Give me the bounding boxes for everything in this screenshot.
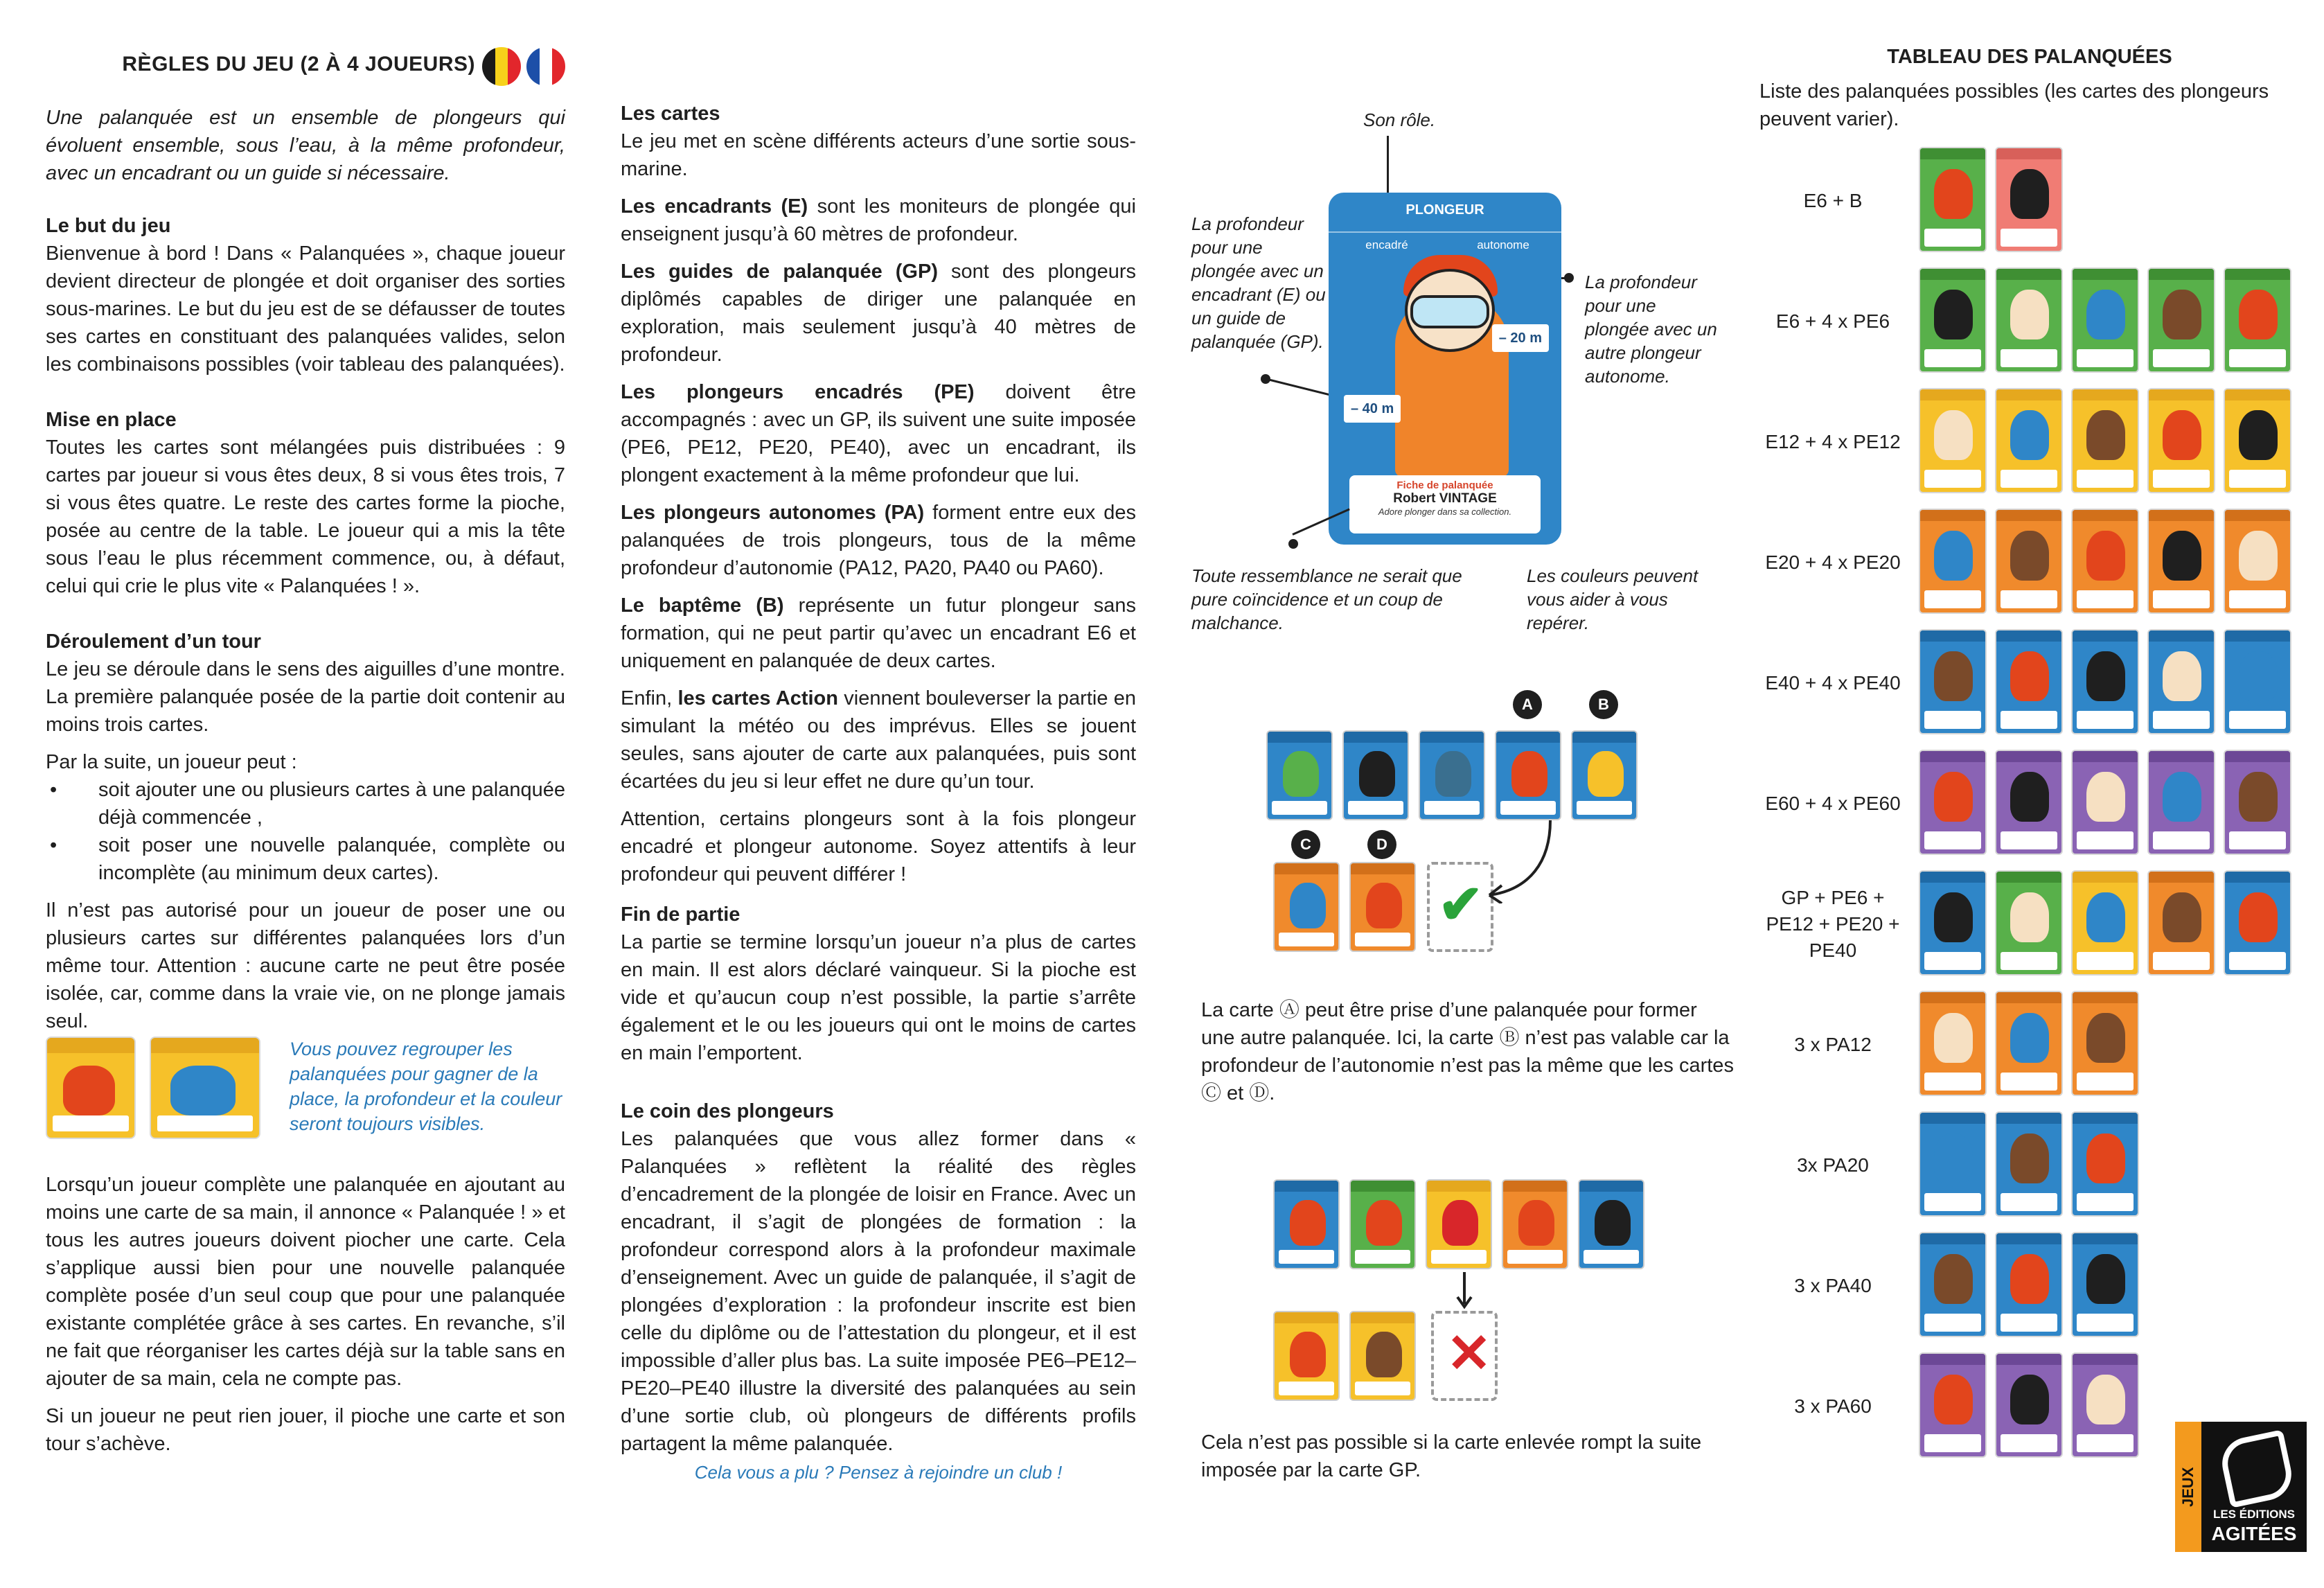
intro-text: Une palanquée est un ensemble de plongeurs qui évoluent ensemble, sous l’eau, à la même profondeur, avec un encadrant ou un guide si nécessaire. — [46, 107, 565, 184]
regroup-example — [46, 1036, 565, 1147]
row-label: E60 + 4 x PE60 — [1765, 793, 1901, 814]
section-after — [46, 1171, 565, 1458]
move-arrow-icon — [1474, 813, 1564, 903]
section-but — [46, 212, 565, 378]
card-image — [1578, 1179, 1644, 1269]
card-b — [1571, 730, 1638, 820]
card-image — [1349, 1179, 1416, 1269]
letter-a-badge: A — [1513, 690, 1542, 719]
card-a — [1495, 730, 1561, 820]
paragraph-bapteme — [621, 592, 1136, 675]
paragraph: Toutes les cartes sont mélangées puis distribuées : 9 cartes par joueur si vous êtes deux, 8 si vous êtes trois, 7 si vous êtes quatre. Le reste des cartes forme la pioche, posée au centre de la table. Le joueur qui a mis la tête sous l’eau le plus récemment commence, ou, à défaut, celui qui crie le plus vite « Palanquées ! ». — [46, 436, 565, 597]
paragraph-attention: Attention, certains plongeurs sont à la fois plongeur encadré et plongeur autonome. Soyez attentifs à leur profondeur qui peuvent différer ! — [621, 808, 1136, 885]
letter-d-badge: D — [1367, 830, 1396, 859]
bullet-list — [46, 776, 565, 887]
table-row — [1759, 870, 2307, 978]
colors-note: Les couleurs peuvent vous aider à vous repérer. — [1527, 565, 1698, 633]
logo-figure-icon — [2217, 1429, 2296, 1508]
section-mise — [46, 406, 565, 600]
diver-card-blue — [1919, 1232, 1987, 1337]
table-row — [1759, 1111, 2307, 1219]
term: les cartes Action — [677, 687, 838, 709]
letter-c-badge: C — [1291, 830, 1320, 859]
example-2-text: Cela n’est pas possible si la carte enlevée rompt la suite imposée par la carte GP. — [1201, 1431, 1702, 1481]
paragraph: La partie se termine lorsqu’un joueur n’a plus de cartes en main. Il est alors déclaré vainqueur. Si la pioche est vide et qu’aucun coup n’est possible, la partie s’arrête également et le ou les joueurs qui ont le moins de cartes en main l’emportent. — [621, 931, 1136, 1064]
table-row — [1759, 267, 2307, 376]
section-fin — [621, 901, 1136, 1067]
diver-card-yellow — [2147, 388, 2215, 493]
page-title: RÈGLES DU JEU (2 À 4 JOUEURS) — [122, 53, 475, 76]
row-label: 3 x PA12 — [1794, 1034, 1872, 1055]
row-label: 3x PA20 — [1797, 1154, 1869, 1176]
example-1-illustration — [1266, 696, 1682, 938]
title-row — [46, 43, 565, 91]
section-heading: Les cartes — [621, 103, 720, 125]
row-label: E6 + 4 x PE6 — [1775, 310, 1890, 332]
club-invitation: Cela vous a plu ? Pensez à rejoindre un club ! — [694, 1462, 1063, 1483]
palanquees-table — [1759, 0, 2307, 1588]
cross-icon: ✕ — [1446, 1323, 1492, 1384]
diver-card-yellow — [2224, 388, 2291, 493]
section-heading: Déroulement d’un tour — [46, 630, 261, 653]
diver-card-blue — [1995, 1111, 2063, 1217]
diver-card-orange — [1919, 509, 1987, 614]
list-item: • soit poser une nouvelle palanquée, complète ou incomplète (au minimum deux cartes). — [46, 831, 565, 887]
diver-card-purple — [1919, 750, 1987, 855]
belgium-flag-icon — [482, 47, 521, 86]
section-heading: Le coin des plongeurs — [621, 1100, 834, 1122]
paragraph: Bienvenue à bord ! Dans « Palanquées », chaque joueur devient directeur de plongée et doit organiser des sorties sous-marines. Le but du jeu est de se défausser de toutes ses cartes en constituant des palanquées valides, selon les combinaisons possibles (voir tableau des palanquées). — [46, 242, 565, 376]
table-row — [1759, 147, 2307, 255]
row-label: E12 + 4 x PE12 — [1765, 431, 1901, 452]
card-image — [1273, 1311, 1340, 1401]
table-row — [1759, 388, 2307, 496]
leader-dot — [1288, 539, 1298, 549]
card-image — [1273, 1179, 1340, 1269]
diver-name: Robert VINTAGE — [1393, 491, 1497, 506]
paragraph-action — [621, 685, 1136, 795]
depth-autonome-annotation: La profondeur pour une plongée avec un autre plongeur autonome. — [1585, 272, 1717, 387]
paragraph-encadrants — [621, 193, 1136, 248]
paragraph: Lorsqu’un joueur complète une palanquée en ajoutant au moins une carte de sa main, il annonce « Palanquée ! » et tous les autres joueurs doivent piocher une carte. Cela s’applique aussi bien pour une nouvelle palanquée complète posée d’un seul coup que pour une palanquée existante complétée grâce à ses cartes. En revanche, s’il ne fait que réorganiser les cartes déjà sur la table sans en ajouter de sa main, cela ne compte pas. — [46, 1174, 565, 1390]
row-label: E6 + B — [1803, 190, 1863, 211]
depth-encadre: – 40 m — [1344, 395, 1401, 423]
diver-card-blue — [1919, 629, 1987, 734]
diver-card-orange — [1995, 509, 2063, 614]
grouped-cards-illustration — [46, 1036, 260, 1139]
card-image — [1426, 1179, 1492, 1269]
term: Les encadrants (E) — [621, 195, 808, 218]
publisher-logo — [2175, 1422, 2307, 1552]
card-tabs — [1329, 231, 1561, 256]
diver-card-purple — [2224, 750, 2291, 855]
table-intro: Liste des palanquées possibles (les cartes des plongeurs peuvent varier). — [1759, 80, 2269, 130]
term: Le baptême (B) — [621, 594, 784, 617]
card-role: PLONGEUR — [1405, 202, 1484, 218]
diver-card-yellow — [2071, 388, 2139, 493]
definition: sont les moniteurs de plongée qui enseignent jusqu’à 60 mètres de profondeur. — [621, 195, 1136, 245]
definition: forment entre eux des palanquées de trois plongeurs, tous de la même profondeur d’autonomie (PA12, PA20, PA40 ou PA60). — [621, 502, 1136, 579]
section-heading: Fin de partie — [621, 903, 740, 926]
diver-card-yellow — [1995, 388, 2063, 493]
diver-card-green — [1995, 870, 2063, 976]
france-flag-icon — [526, 47, 565, 86]
definition: viennent bouleverser la partie en simulant la météo ou des imprévus. Elles se jouent seules, sans ajouter de carte aux palanquées, puis sont écartées du jeu si leur effet ne dure qu’un tour. — [621, 687, 1137, 793]
table-row — [1759, 509, 2307, 617]
paragraph-guides — [621, 258, 1136, 369]
diver-card-purple — [1919, 1352, 1987, 1458]
logo-side-label: JEUX — [2175, 1422, 2201, 1552]
diver-card-purple — [2071, 750, 2139, 855]
diver-card-blue — [1995, 1232, 2063, 1337]
diver-card-orange — [2071, 509, 2139, 614]
diver-card-orange — [1919, 991, 1987, 1096]
card-image — [46, 1036, 136, 1139]
definition: représente un futur plongeur sans formation, qui ne peut partir qu’avec un encadrant E6 et uniquement en palanquée de deux cartes. — [621, 594, 1136, 672]
logo-line-2: AGITÉES — [2211, 1523, 2297, 1544]
card-image — [1266, 730, 1333, 820]
diver-card-blue — [1995, 629, 2063, 734]
row-label: 3 x PA60 — [1794, 1395, 1872, 1417]
diver-card-purple — [1995, 1352, 2063, 1458]
card-image — [1342, 730, 1409, 820]
section-tour — [46, 628, 565, 1035]
check-icon: ✔ — [1438, 874, 1484, 935]
diver-card-blue — [2224, 629, 2291, 734]
term: Les guides de palanquée (GP) — [621, 261, 938, 283]
diver-card-orange — [2147, 509, 2215, 614]
diver-tagline: Adore plonger dans sa collection. — [1378, 506, 1512, 517]
diver-card-green — [1919, 267, 1987, 373]
card-explanation-column — [1191, 0, 1732, 1588]
section-cartes — [621, 100, 1136, 888]
paragraph: Par la suite, un joueur peut : — [46, 751, 297, 773]
down-arrow-icon — [1455, 1272, 1475, 1314]
paragraph: Il n’est pas autorisé pour un joueur de poser une ou plusieurs cartes sur différentes palanquées lors d’un même tour. Attention : aucune carte ne peut être posée isolée, car, comme dans la vraie vie, on ne plonge jamais seul. — [46, 899, 565, 1032]
role-annotation: Son rôle. — [1363, 109, 1436, 130]
row-label: GP + PE6 + PE12 + PE20 + PE40 — [1766, 887, 1900, 961]
paragraph-encadres — [621, 378, 1136, 489]
section-heading: Mise en place — [46, 409, 177, 431]
tab-autonome: autonome — [1445, 231, 1561, 256]
letter-b-badge: B — [1589, 690, 1618, 719]
depth-encadre-annotation: La profondeur pour une plongée avec un encadrant (E) ou un guide de palanquée (GP). — [1191, 213, 1326, 352]
paragraph: Le jeu se déroule dans le sens des aiguilles d’une montre. La première palanquée posée de la partie doit contenir au moins trois cartes. — [46, 658, 565, 736]
example-2-illustration — [1273, 1179, 1689, 1408]
diver-card-blue — [1919, 870, 1987, 976]
fiche-label: Fiche de palanquée — [1396, 479, 1493, 491]
fiche-de-palanquee — [1349, 475, 1541, 533]
table-row — [1759, 750, 2307, 858]
diver-card-blue — [2224, 870, 2291, 976]
text: Enfin, — [621, 687, 678, 709]
diver-card-purple — [1995, 750, 2063, 855]
paragraph: Si un joueur ne peut rien jouer, il pioche une carte et son tour s’achève. — [46, 1405, 565, 1455]
tab-encadre: encadré — [1329, 231, 1445, 256]
definition: doivent être accompagnés : avec un GP, ils suivent une suite imposée (PE6, PE12, PE20, PE40), avec un encadrant, ils plongent exactement à la même profondeur que lui. — [621, 381, 1137, 486]
paragraph-autonomes — [621, 499, 1136, 582]
diver-card-orange — [1995, 991, 2063, 1096]
row-label: E40 + 4 x PE40 — [1765, 672, 1901, 694]
diver-card-blue — [2071, 1111, 2139, 1217]
paragraph: Le jeu met en scène différents acteurs d’une sortie sous-marine. — [621, 130, 1136, 180]
diver-card-example — [1329, 193, 1561, 545]
definition: sont des plongeurs diplômés capables de diriger une palanquée en exploration, mais seulement jusqu’à 40 mètres de profondeur. — [621, 261, 1136, 366]
card-c — [1273, 862, 1340, 952]
diver-card-green — [1919, 147, 1987, 252]
diver-card-purple — [2147, 750, 2215, 855]
depth-autonome: – 20 m — [1492, 324, 1549, 352]
diver-card-orange — [2147, 870, 2215, 976]
resemblance-note: Toute ressemblance ne serait que pure coïncidence et un coup de malchance. — [1191, 565, 1462, 633]
table-row — [1759, 629, 2307, 737]
diver-card-orange — [2071, 991, 2139, 1096]
table-title: TABLEAU DES PALANQUÉES — [1887, 46, 2172, 68]
diver-card-yellow — [2071, 870, 2139, 976]
card-image — [150, 1036, 260, 1139]
regroup-caption: Vous pouvez regrouper les palanquées pour gagner de la place, la profondeur et la couleur seront toujours visibles. — [290, 1039, 562, 1134]
term: Les plongeurs encadrés (PE) — [621, 381, 975, 403]
table-row — [1759, 991, 2307, 1099]
card-image — [1419, 730, 1485, 820]
table-row — [1759, 1232, 2307, 1340]
card-image — [1349, 1311, 1416, 1401]
card-d — [1349, 862, 1416, 952]
diver-card-green — [2147, 267, 2215, 373]
row-label: 3 x PA40 — [1794, 1275, 1872, 1296]
paragraph: Les palanquées que vous allez former dans « Palanquées » reflètent la réalité des règles d’encadrement de la plongée de loisir en France. Avec un encadrant, il s’agit de plongées de formation : la profondeur correspond alors à la profondeur maximale d’enseignement. Avec un guide de palanquée, il s’agit de plongées d’exploration : la profondeur inscrite est bien celle du diplôme ou de l’attestation du plongeur, et il est impossible d’aller plus bas. La suite imposée PE6–PE12–PE20–PE40 illustre la diversité des palanquées au sein d’une sortie club, où plongeurs de différents profils partagent la même palanquée. — [621, 1128, 1136, 1455]
diver-card-blue — [2071, 629, 2139, 734]
section-heading: Le but du jeu — [46, 215, 171, 237]
term: Les plongeurs autonomes (PA) — [621, 502, 925, 524]
diver-card-pink — [1995, 147, 2063, 252]
diver-card-purple — [2071, 1352, 2139, 1458]
diver-card-orange — [2224, 509, 2291, 614]
diver-card-green — [2071, 267, 2139, 373]
logo-line-1: LES ÉDITIONS — [2212, 1508, 2296, 1521]
list-item: • soit ajouter une ou plusieurs cartes à une palanquée déjà commencée , — [46, 776, 565, 831]
card-image — [1502, 1179, 1568, 1269]
diver-card-green — [2224, 267, 2291, 373]
diver-card-blue — [2147, 629, 2215, 734]
diver-card-blue — [1919, 1111, 1987, 1217]
diver-card-yellow — [1919, 388, 1987, 493]
diver-card-green — [1995, 267, 2063, 373]
section-coin — [621, 1097, 1136, 1458]
example-1-text: La carte Ⓐ peut être prise d’une palanquée pour former une autre palanquée. Ici, la carte Ⓑ n’est pas valable car la profondeur de l’autonomie n’est pas la même que les cartes Ⓒ et Ⓓ. — [1201, 999, 1734, 1104]
diver-mask-icon — [1410, 295, 1489, 328]
row-label: E20 + 4 x PE20 — [1765, 552, 1901, 573]
leader-line — [1387, 136, 1389, 193]
diver-card-blue — [2071, 1232, 2139, 1337]
